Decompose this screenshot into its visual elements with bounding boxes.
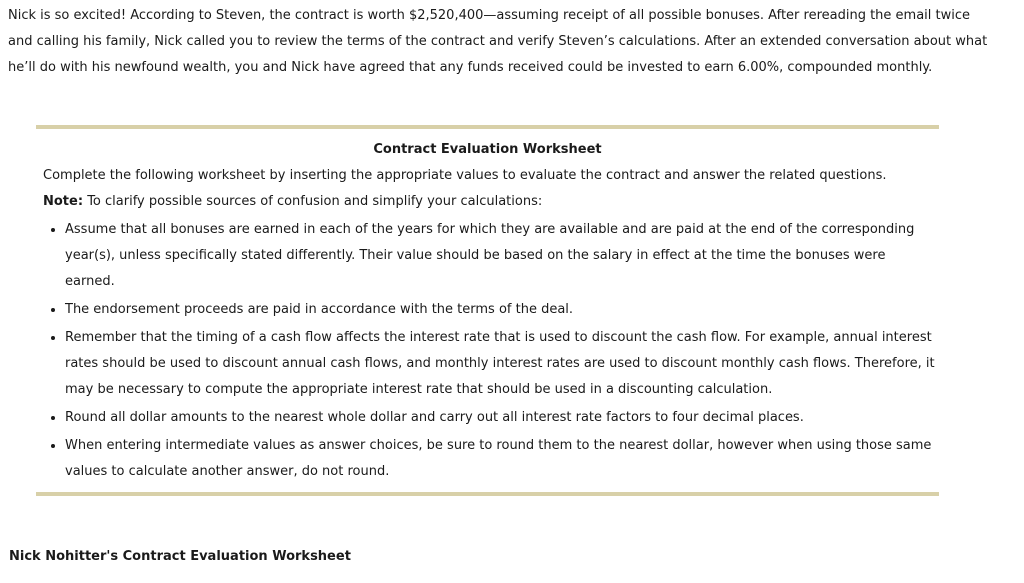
footer-worksheet-heading: Nick Nohitter's Contract Evaluation Worksheet [9,549,351,564]
note-bullet-bonuses: • Assume that all bonuses are earned in each of the years for which they are available and are paid at the end of the corresponding year(s), unless specifically stated differently. Their value should be based on the salary in effect at the time the bonuses were earned. [65,217,939,295]
note-bullet-endorsement: • The endorsement proceeds are paid in accordance with the terms of the deal. [65,297,939,323]
worksheet-box [36,125,939,496]
note-bullet-rounding: • Round all dollar amounts to the nearest whole dollar and carry out all interest rate factors to four decimal places. [65,405,939,431]
note-label: Note: [43,194,84,209]
worksheet-instructions: Complete the following worksheet by inserting the appropriate values to evaluate the contract and answer the related questions. [43,168,887,183]
intro-paragraph: Nick is so excited! According to Steven, the contract is worth $2,520,400—assuming receipt of all possible bonuses. After rereading the email twice and calling his family, Nick called you to review the terms of the contract and verify Steven’s calculations. After an extended conversation about what he’ll do with his newfound wealth, you and Nick have agreed that any funds received could be invested to earn 6.00%, compounded monthly. [8,8,988,75]
worksheet-bottom-divider [36,492,939,496]
worksheet-note-bullet-list [43,217,939,485]
worksheet-body [43,163,939,485]
worksheet-title: Contract Evaluation Worksheet [373,142,602,157]
worksheet-top-divider [36,125,939,129]
note-bullet-timing: • Remember that the timing of a cash flow affects the interest rate that is used to discount the cash flow. For example, annual interest rates should be used to discount annual cash flows, and monthly interest rates are used to discount monthly cash flows. Therefore, it may be necessary to compute the appropriate interest rate that should be used in a discounting calculation. [65,325,939,403]
worksheet-note-line [43,189,939,215]
note-bullet-intermediate-values: • When entering intermediate values as answer choices, be sure to round them to the nearest dollar, however when using those same values to calculate another answer, do not round. [65,433,939,485]
note-text: To clarify possible sources of confusion and simplify your calculations: [87,194,543,209]
